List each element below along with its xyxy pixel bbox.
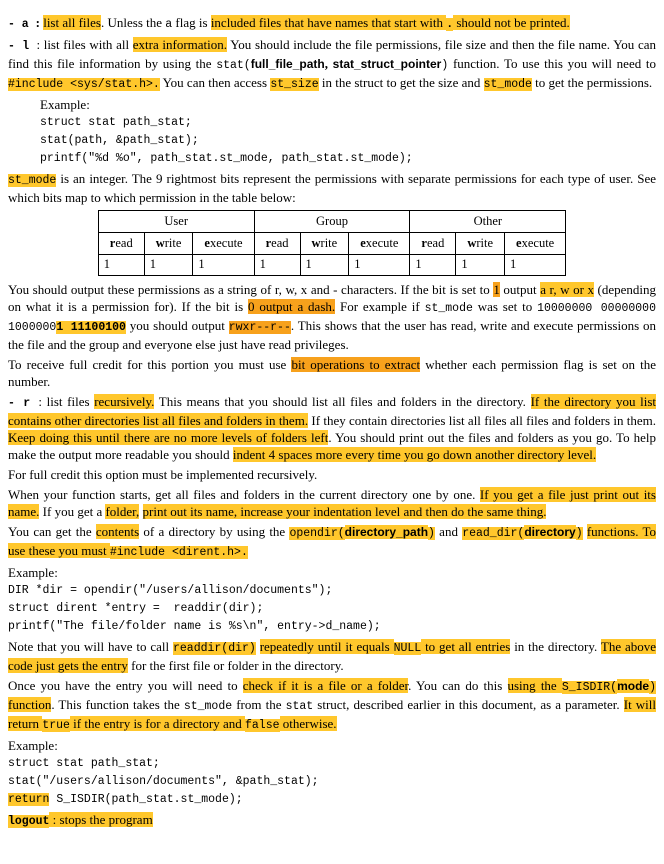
- example-label: Example:: [8, 565, 58, 580]
- text-run: . This function takes the: [51, 697, 184, 712]
- text-run: rwxr--r--: [228, 321, 291, 334]
- text-run: : list files with all: [36, 37, 133, 52]
- text-run: printf("The file/folder name is %s\n", entry->d_name);: [8, 620, 381, 633]
- table-bit-value: 1: [456, 255, 505, 276]
- table-bit-value: 1: [300, 255, 349, 276]
- text-run: S_ISDIR(: [561, 681, 618, 694]
- code-line: [40, 134, 656, 148]
- text-run: list all files: [43, 15, 101, 30]
- text-run: using the: [507, 678, 562, 693]
- text-run: If they contain directories list all files all files and folders in them.: [308, 413, 656, 428]
- text-run: output: [499, 282, 541, 297]
- code-line: [8, 584, 656, 598]
- paragraph: [8, 523, 656, 561]
- text-run: It will return: [8, 697, 657, 731]
- text-run: You should output these permissions as a string of r, w, x and - characters. If the bit is set to: [8, 282, 494, 297]
- example-label: Example:: [40, 97, 90, 112]
- text-run: if the entry is for a directory and: [69, 716, 245, 731]
- text-run: from the: [232, 697, 286, 712]
- text-run: included files that have names that start with: [210, 15, 447, 30]
- table-row: [98, 255, 565, 276]
- text-run: st_size: [270, 78, 319, 91]
- text-run: mode: [617, 679, 650, 693]
- text-run: in the struct to get the size and: [318, 75, 484, 90]
- permissions-table: [98, 210, 566, 276]
- code-line: [40, 152, 656, 166]
- text-run: check if it is a file or a folder: [242, 678, 409, 693]
- text-run: You can then access: [159, 75, 271, 90]
- code-line: [8, 602, 656, 616]
- text-run: Note that you will have to call: [8, 639, 173, 654]
- paragraph: [8, 393, 656, 463]
- text-run: recursively.: [94, 394, 155, 409]
- text-run: If you get a: [39, 504, 106, 519]
- permission-letter: r: [265, 236, 272, 250]
- text-run: If you get a file just print out its name.: [8, 487, 656, 519]
- text-run: whether each permission flag is set on the number.: [8, 357, 657, 389]
- text-run: and: [434, 524, 463, 539]
- text-run: stat("/users/allison/documents", &path_stat);: [8, 775, 319, 788]
- table-permission-header: execute: [505, 233, 566, 255]
- text-run: bit operations to extract: [291, 357, 421, 372]
- paragraph: [8, 486, 656, 520]
- text-run: st_mode: [424, 302, 473, 315]
- text-run: print out its name, increase your indentation level and then do the same thing.: [142, 504, 547, 519]
- text-run: read_dir(: [462, 527, 525, 540]
- table-bit-value: 1: [410, 255, 456, 276]
- text-run: . This shows that the user has read, write and execute permissions on the file and the group and everyone else just have read privileges.: [8, 318, 656, 352]
- table-group-header: Other: [410, 211, 566, 233]
- table-permission-header: read: [98, 233, 144, 255]
- code-line: [8, 775, 656, 789]
- text-run: should not be printed.: [453, 15, 570, 30]
- text-run: printf("%d %o", path_stat.st_mode, path_stat.st_mode);: [40, 152, 413, 165]
- text-run: a r, w or x: [540, 282, 594, 297]
- text-run: - r: [8, 397, 39, 410]
- paragraph: [8, 170, 656, 206]
- text-run: .: [446, 18, 454, 31]
- code-line: [8, 793, 656, 807]
- table-permission-header: read: [254, 233, 300, 255]
- text-run: logout: [8, 815, 50, 828]
- permission-letter: w: [311, 236, 321, 250]
- paragraph: [8, 466, 656, 483]
- table-permission-header: execute: [193, 233, 254, 255]
- text-run: function. To use this you will need to: [448, 56, 657, 71]
- text-run: The above code just gets the entry: [8, 639, 657, 673]
- text-run: 0 output a dash.: [248, 299, 336, 314]
- text-run: ,: [324, 56, 333, 71]
- text-run: #include <sys/stat.h>.: [8, 78, 160, 91]
- text-run: You should include the file permissions, file size and then the file name. You can find this file information by using the: [8, 37, 657, 71]
- table-row: [98, 233, 565, 255]
- code-line: [8, 757, 656, 771]
- table-bit-value: 1: [505, 255, 566, 276]
- text-run: ): [575, 527, 583, 540]
- text-run: functions. To use these you must: [8, 524, 657, 558]
- text-run: of a directory by using the: [139, 524, 290, 539]
- text-run: You can get the: [8, 524, 96, 539]
- paragraph: [8, 281, 656, 353]
- text-run: extra information.: [132, 37, 228, 52]
- table-group-header: User: [98, 211, 254, 233]
- text-run: is an integer. The 9 rightmost bits represent the permissions with separate permissions for each type of user. See which bits map to which permission in the table below:: [8, 171, 656, 205]
- text-run: opendir(: [289, 527, 345, 540]
- text-run: contents: [95, 524, 140, 539]
- text-run: stat(path, &path_stat);: [40, 134, 199, 147]
- code-line: [40, 116, 656, 130]
- table-bit-value: 1: [98, 255, 144, 276]
- code-line: [8, 620, 656, 634]
- text-run: ): [649, 681, 656, 694]
- text-run: ): [428, 527, 435, 540]
- text-run: otherwise.: [279, 716, 337, 731]
- text-run: For example if: [335, 299, 425, 314]
- table-bit-value: 1: [349, 255, 410, 276]
- text-run: indent 4 spaces more every time you go down another directory level.: [232, 447, 597, 462]
- text-run: When your function starts, get all files and folders in the current directory one by one.: [8, 487, 480, 502]
- text-run: a: [165, 18, 173, 31]
- text-run: :: [35, 15, 44, 30]
- text-run: flag is: [172, 15, 211, 30]
- text-run: struct dirent *entry = readdir(dir);: [8, 602, 264, 615]
- permission-letter: e: [204, 236, 210, 250]
- text-run: true: [42, 719, 70, 732]
- table-permission-header: write: [456, 233, 505, 255]
- text-run: S_ISDIR(path_stat.st_mode);: [49, 793, 243, 806]
- text-run: return: [8, 793, 50, 806]
- permission-letter: w: [467, 236, 477, 250]
- text-run: in the directory.: [510, 639, 601, 654]
- text-run: : stops the program: [49, 812, 153, 827]
- text-run: to get the permissions.: [531, 75, 653, 90]
- text-run: directory: [524, 525, 576, 539]
- permission-letter: e: [360, 236, 366, 250]
- table-permission-header: write: [300, 233, 349, 255]
- text-run: was set to: [472, 299, 538, 314]
- example-block: [40, 96, 656, 166]
- text-run: full_file_path: [250, 57, 325, 71]
- text-run: - a: [8, 18, 36, 31]
- paragraph: [8, 677, 656, 734]
- text-run: ): [441, 59, 449, 72]
- text-run: stat: [285, 700, 314, 713]
- text-run: struct stat path_stat;: [40, 116, 192, 129]
- text-run: stat_struct_pointer: [332, 57, 442, 71]
- text-run: 1 11100100: [56, 321, 126, 334]
- text-run: false: [244, 719, 280, 732]
- paragraph: [8, 14, 656, 33]
- text-run: To receive full credit for this portion you must use: [8, 357, 292, 372]
- text-run: st_mode: [8, 174, 57, 187]
- text-run: folder,: [105, 504, 140, 519]
- text-run: Once you have the entry you will need to: [8, 678, 243, 693]
- text-run: directory_path: [344, 525, 429, 539]
- text-run: struct stat path_stat;: [8, 757, 160, 770]
- table-permission-header: read: [410, 233, 456, 255]
- example-label: Example:: [8, 738, 58, 753]
- paragraph: [8, 36, 656, 93]
- text-run: st_mode: [183, 700, 233, 713]
- paragraph: [8, 811, 656, 830]
- text-run: you should output: [125, 318, 229, 333]
- text-run: . Unless the: [100, 15, 166, 30]
- text-run: stat(: [216, 59, 251, 72]
- text-run: 1: [493, 282, 500, 297]
- text-run: repeatedly until it equals: [259, 639, 394, 654]
- table-row: [98, 211, 565, 233]
- text-run: For full credit this option must be implemented recursively.: [8, 467, 318, 482]
- text-run: . You should print out the files and folders as you go. To help make the output more readable you should: [8, 430, 656, 462]
- text-run: #include <dirent.h>.: [109, 546, 248, 559]
- text-run: to get all entries: [421, 639, 511, 654]
- permission-letter: r: [421, 236, 427, 250]
- example-block: [8, 564, 656, 634]
- table-bit-value: 1: [193, 255, 254, 276]
- text-run: [139, 504, 142, 519]
- paragraph: [8, 356, 656, 390]
- text-run: Keep doing this until there are no more levels of folders left: [8, 430, 329, 445]
- table-group-header: Group: [254, 211, 410, 233]
- table-permission-header: execute: [349, 233, 410, 255]
- table-bit-value: 1: [254, 255, 300, 276]
- text-run: for the first file or folder in the directory.: [127, 658, 344, 673]
- text-run: function: [8, 697, 52, 712]
- text-run: - l: [8, 40, 37, 53]
- text-run: readdir(dir): [173, 642, 256, 655]
- text-run: If the directory you list contains other directories list all files and folders in them.: [8, 394, 656, 428]
- permission-letter: e: [516, 236, 522, 250]
- text-run: This means that you should list all files and folders in the directory.: [154, 394, 531, 409]
- example-block: [8, 737, 656, 807]
- text-run: struct, described earlier in this document, as a parameter.: [313, 697, 624, 712]
- permission-letter: r: [109, 236, 116, 250]
- text-run: NULL: [393, 642, 422, 655]
- table-permission-header: write: [144, 233, 193, 255]
- table-bit-value: 1: [144, 255, 193, 276]
- text-run: DIR *dir = opendir("/users/allison/documents");: [8, 584, 333, 597]
- permission-letter: w: [155, 236, 165, 250]
- text-run: : list files: [38, 394, 95, 409]
- text-run: (depending on what it is a permission for). If the bit is: [8, 282, 657, 314]
- paragraph: [8, 638, 656, 674]
- text-run: 10000000 00000000 1000000: [8, 302, 656, 334]
- text-run: st_mode: [483, 78, 532, 91]
- text-run: . You can do this: [408, 678, 508, 693]
